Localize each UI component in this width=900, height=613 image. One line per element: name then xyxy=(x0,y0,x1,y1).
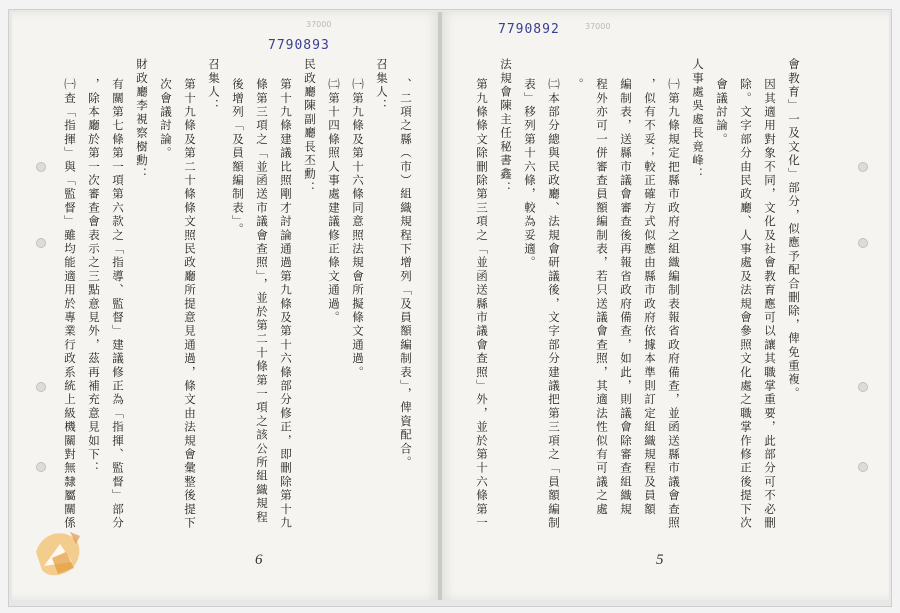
page-number-right: 5 xyxy=(656,552,664,568)
text-column: 召集人： xyxy=(207,58,221,113)
faint-handwritten-mark: 37000 xyxy=(306,20,332,29)
text-column: ㈡本部分總與民政廳、法規會研議後，文字部分建議把第三項之「員額編制 xyxy=(547,78,561,531)
text-column: 民政廳陳副廳長丕勳： xyxy=(303,58,317,195)
binding-hole xyxy=(36,462,46,472)
text-column: 、二項之縣（市）組織規程下增列「及員額編制表」，俾資配合。 xyxy=(399,78,413,470)
binding-hole xyxy=(36,162,46,172)
text-column: 人事處吳處長竟峰： xyxy=(691,58,705,182)
text-column: 第十九條及第二十條條文照民政廳所提意見通過，條文由法規會彙整後提下 xyxy=(183,78,197,531)
text-column: 法規會陳主任秘書鑫： xyxy=(499,58,513,195)
binding-hole xyxy=(858,238,868,248)
text-column: 會議討論。 xyxy=(715,78,729,147)
faint-handwritten-mark: 37000 xyxy=(585,22,611,31)
text-column: 。 xyxy=(571,78,585,92)
text-column: 編制表，送縣市議會審查後再報省政府備查，如此，則議會除審查組織規 xyxy=(619,78,633,517)
text-column: 程外亦可一併審查員額編制表，若只送議會查照，其適法性似有可議之處 xyxy=(595,78,609,517)
binding-hole xyxy=(36,382,46,392)
text-column: 次會議討論。 xyxy=(159,78,173,161)
text-column: 表」移列第十六條，較為妥適。 xyxy=(523,78,537,270)
binding-hole xyxy=(36,238,46,248)
archive-number-stamp: 7790892 xyxy=(498,22,560,37)
page-number-left: 6 xyxy=(255,552,263,568)
binding-hole xyxy=(858,382,868,392)
text-column: ㈠第九條規定把縣市政府之組織編制表報省政府備查，並函送縣市議會查照 xyxy=(667,78,681,531)
text-column: 財政廳李視察樹勳： xyxy=(135,58,149,182)
binding-hole xyxy=(858,462,868,472)
book-gutter xyxy=(438,12,442,600)
binding-hole xyxy=(858,162,868,172)
text-column: 第十九條建議比照剛才討論通過第九條及第十六條部分修正，即刪除第十九 xyxy=(279,78,293,531)
text-column: 因其適用對象不同，文化及社會教育應可以讓其職掌重要，此部分可不必刪 xyxy=(763,78,777,531)
text-column: ㈠第九條及第十六條同意照法規會所擬條文通過。 xyxy=(351,78,365,380)
text-column: ，除本廳於第一次審查會表示之三點意見外，茲再補充意見如下： xyxy=(87,78,101,476)
text-column: ，似有不妥；較正確方式似應由縣市政府依據本準則訂定組織規程及員額 xyxy=(643,78,657,517)
text-column: 會教育」一及文化」部分，似應予配合刪除，俾免重複。 xyxy=(787,58,801,401)
text-column: 條第三項之「並函送市議會查照」，並於第二十條第一項之該公所組織規程 xyxy=(255,78,269,525)
text-column: ㈠查「指揮」與「監督」雖均能適用於專業行政系統上級機關對無隸屬關係 xyxy=(63,78,77,531)
text-column: 除。文字部分由民政廳、人事處及法規會參照文化處之職掌作修正後提下次 xyxy=(739,78,753,531)
text-column: 後增列「及員額編制表」。 xyxy=(231,78,245,237)
text-column: 有關第七條第一項第六款之「指導、監督」建議修正為「指揮、監督」部分 xyxy=(111,78,125,531)
text-column: 召集人： xyxy=(375,58,389,113)
archive-logo-icon xyxy=(30,522,90,584)
archive-number-stamp: 7790893 xyxy=(268,38,330,53)
text-column: 第九條條文除刪除第三項之「並函送縣市議會查照」外，並於第十六條第一 xyxy=(475,78,489,531)
text-column: ㈡第十四條照人事處建議修正條文通過。 xyxy=(327,78,341,325)
